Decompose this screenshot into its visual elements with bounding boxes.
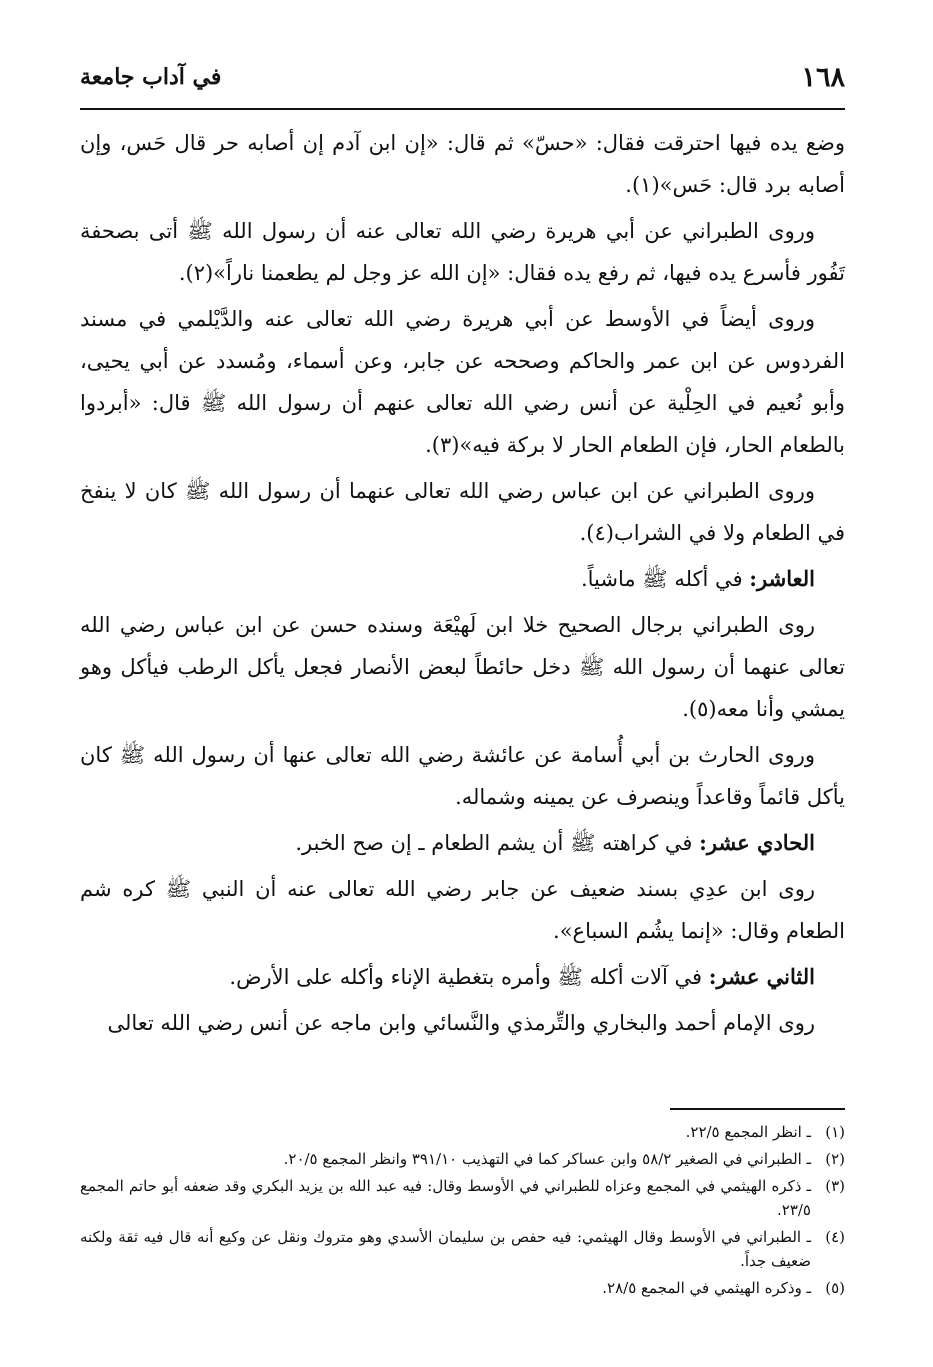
page-header [80,58,845,98]
footnote-number: (٣) [825,1177,845,1195]
section-heading-key: العاشر: [749,566,815,591]
section-heading-12 [80,956,845,998]
section-heading-text: في آلات أكله ﷺ وأمره بتغطية الإناء وأكله على الأرض. [229,965,703,989]
main-text [80,122,845,1048]
paragraph: روى الطبراني برجال الصحيح خلا ابن لَهيْعَة وسنده حسن عن ابن عباس رضي الله تعالى عنهما أن رسول الله ﷺ دخل حائطاً لبعض الأنصار فجعل يأكل الرطب فيأكل وهو يمشي وأنا معه(٥). [80,613,845,721]
footnote-separator [670,1108,845,1110]
footnotes [80,1120,845,1303]
header-rule [80,108,845,110]
footnote-number: (٥) [825,1279,845,1297]
footnote-text: ـ الطبراني في الأوسط وقال الهيثمي: فيه حفص بن سليمان الأسدي وهو متروك ونقل عن وكيع أنه قال فيه ثقة ولكنه ضعيف جداً. [80,1228,811,1270]
footnote [80,1147,845,1171]
footnote-text: ـ الطبراني في الصغير ٥٨/٢ وابن عساكر كما في التهذيب ٣٩١/١٠ وانظر المجمع ٢٠/٥. [283,1150,811,1168]
running-title: في آداب جامعة [80,64,222,90]
footnote-text: ـ انظر المجمع ٢٢/٥. [685,1123,811,1141]
footnote [80,1174,845,1222]
section-heading-key: الحادي عشر: [699,830,815,855]
paragraph: وروى الطبراني عن أبي هريرة رضي الله تعالى عنه أن رسول الله ﷺ أتى بصحفة تَفُور فأسرع يده فيها، ثم رفع يده فقال: «إن الله عز وجل لم يطعمنا ناراً»(٢). [80,219,845,285]
paragraph: روى ابن عدِي بسند ضعيف عن جابر رضي الله تعالى عنه أن النبي ﷺ كره شم الطعام وقال: «إنما يشُم السباع». [80,877,845,943]
paragraph: روى الإمام أحمد والبخاري والتِّرمذي والنَّسائي وابن ماجه عن أنس رضي الله تعالى [107,1011,815,1035]
footnote-text: ـ ذكره الهيثمي في المجمع وعزاه للطبراني في الأوسط وقال: فيه عبد الله بن يزيد البكري وقد ضعفه أبو حاتم المجمع ٢٣/٥. [80,1177,811,1219]
footnote-number: (١) [825,1123,845,1141]
footnote-number: (٢) [825,1150,845,1168]
page-number: ١٦٨ [801,62,845,93]
section-heading-text: في كراهته ﷺ أن يشم الطعام ـ إن صح الخبر. [295,831,693,855]
footnote [80,1276,845,1300]
section-heading-10 [80,558,845,600]
footnote-number: (٤) [825,1228,845,1246]
paragraph: وروى الطبراني عن ابن عباس رضي الله تعالى عنهما أن رسول الله ﷺ كان لا ينفخ في الطعام ولا في الشراب(٤). [80,479,845,545]
footnote [80,1225,845,1273]
footnote [80,1120,845,1144]
paragraph: وروى أيضاً في الأوسط عن أبي هريرة رضي الله تعالى عنه والدَّيْلمي في مسند الفردوس عن ابن عمر والحاكم وصححه عن جابر، وعن أسماء، ومُسدد عن أبي يحيى، وأبو نُعيم في الحِلْية عن أنس رضي الله تعالى عنهم أن رسول الله ﷺ قال: «أبردوا بالطعام الحار، فإن الطعام الحار لا بركة فيه»(٣). [80,307,845,457]
footnote-text: ـ وذكره الهيثمي في المجمع ٢٨/٥. [602,1279,811,1297]
section-heading-key: الثاني عشر: [708,964,815,989]
section-heading-text: في أكله ﷺ ماشياً. [580,567,743,591]
section-heading-11 [80,822,845,864]
paragraph: وروى الحارث بن أبي أُسامة عن عائشة رضي الله تعالى عنها أن رسول الله ﷺ كان يأكل قائماً وقاعداً وينصرف عن يمينه وشماله. [80,743,845,809]
paragraph: وضع يده فيها احترقت فقال: «حسّ» ثم قال: «إن ابن آدم إن أصابه حر قال حَس، وإن أصابه برد قال: حَس»(١). [80,131,845,197]
